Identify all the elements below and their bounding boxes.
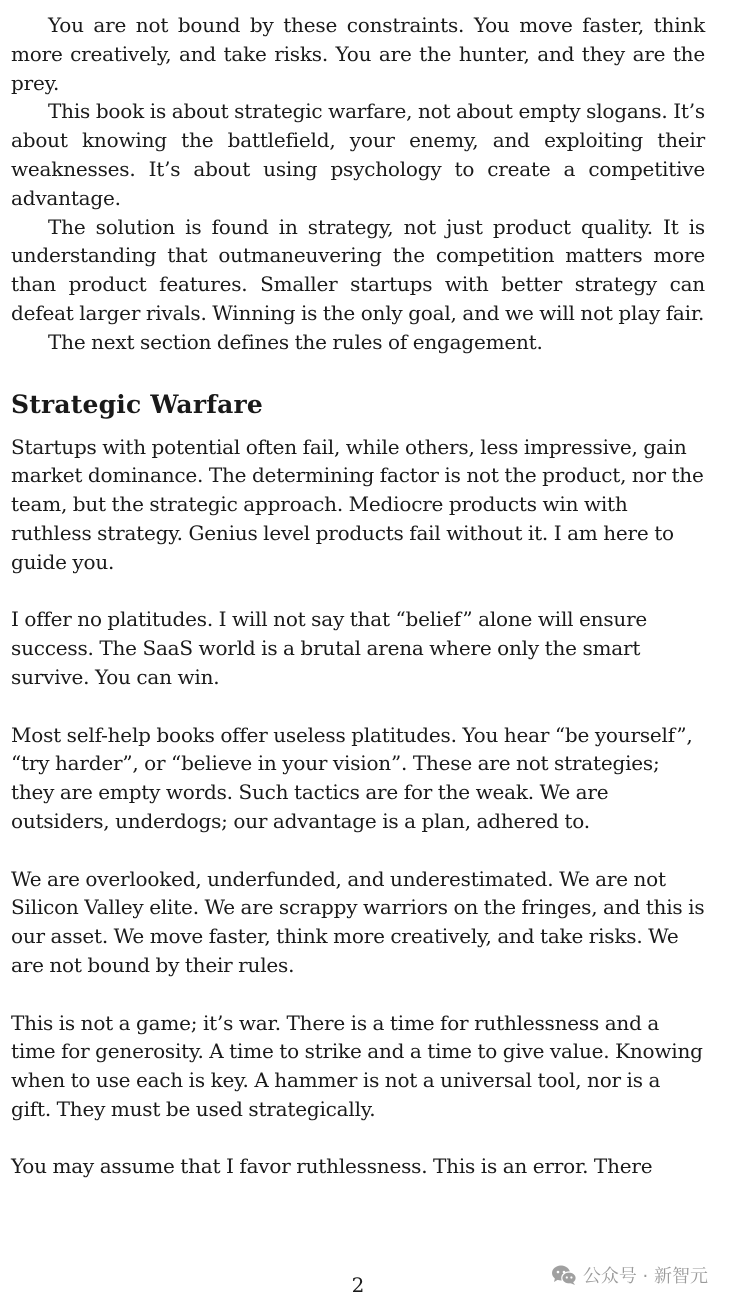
page-number: 2 xyxy=(351,1273,365,1297)
watermark xyxy=(551,1262,708,1288)
section-paragraph-2: I offer no platitudes. I will not say that “belief” alone will ensure success. The SaaS world is a brutal arena where only the smart survive. You can win. xyxy=(11,607,648,689)
section-paragraph-1: Startups with potential often fail, while others, less impressive, gain market dominance. The determining factor is not the product, nor the team, but the strategic approach. Mediocre products win with ruthless strategy. Genius level products fail without it. I am here to guide you. xyxy=(11,434,704,574)
intro-paragraph-2: This book is about strategic warfare, not about empty slogans. It’s about knowing the battlefield, your enemy, and exploiting their weaknesses. It’s about using psychology to create a competitive advantage. xyxy=(11,99,705,210)
intro-paragraph-3: The solution is found in strategy, not just product quality. It is understanding that outmaneuvering the competition matters more than product features. Smaller startups with better strategy can defeat larger rivals. Winning is the only goal, and we will not play fair. xyxy=(11,214,705,325)
section-paragraph-4: We are overlooked, underfunded, and underestimated. We are not Silicon Valley elite. We are scrappy warriors on the fringes, and this is our asset. We move faster, think more creatively, and take risks. We are not bound by their rules. xyxy=(11,866,705,977)
wechat-icon xyxy=(551,1264,577,1286)
watermark-text: 公众号 · 新智元 xyxy=(582,1266,708,1287)
intro-paragraph-4: The next section defines the rules of engagement. xyxy=(48,329,543,354)
section-paragraph-3: Most self-help books offer useless platitudes. You hear “be yourself”, “try harder”, or “believe in your vision”. These are not strategies; they are empty words. Such tactics are for the weak. We are outsiders, underdogs; our advantage is a plan, adhered to. xyxy=(11,722,693,833)
document-page xyxy=(11,11,705,1181)
intro-paragraph-1: You are not bound by these constraints. You move faster, think more creatively, and take risks. You are the hunter, and they are the prey. xyxy=(11,13,705,95)
section-paragraph-5: This is not a game; it’s war. There is a time for ruthlessness and a time for generosity. A time to strike and a time to give value. Knowing when to use each is key. A hammer is not a universal tool, nor is a gift. They must be used strategically. xyxy=(11,1010,703,1121)
section-title: Strategic Warfare xyxy=(11,389,264,419)
section-paragraph-6: You may assume that I favor ruthlessness. This is an error. There xyxy=(11,1154,653,1179)
